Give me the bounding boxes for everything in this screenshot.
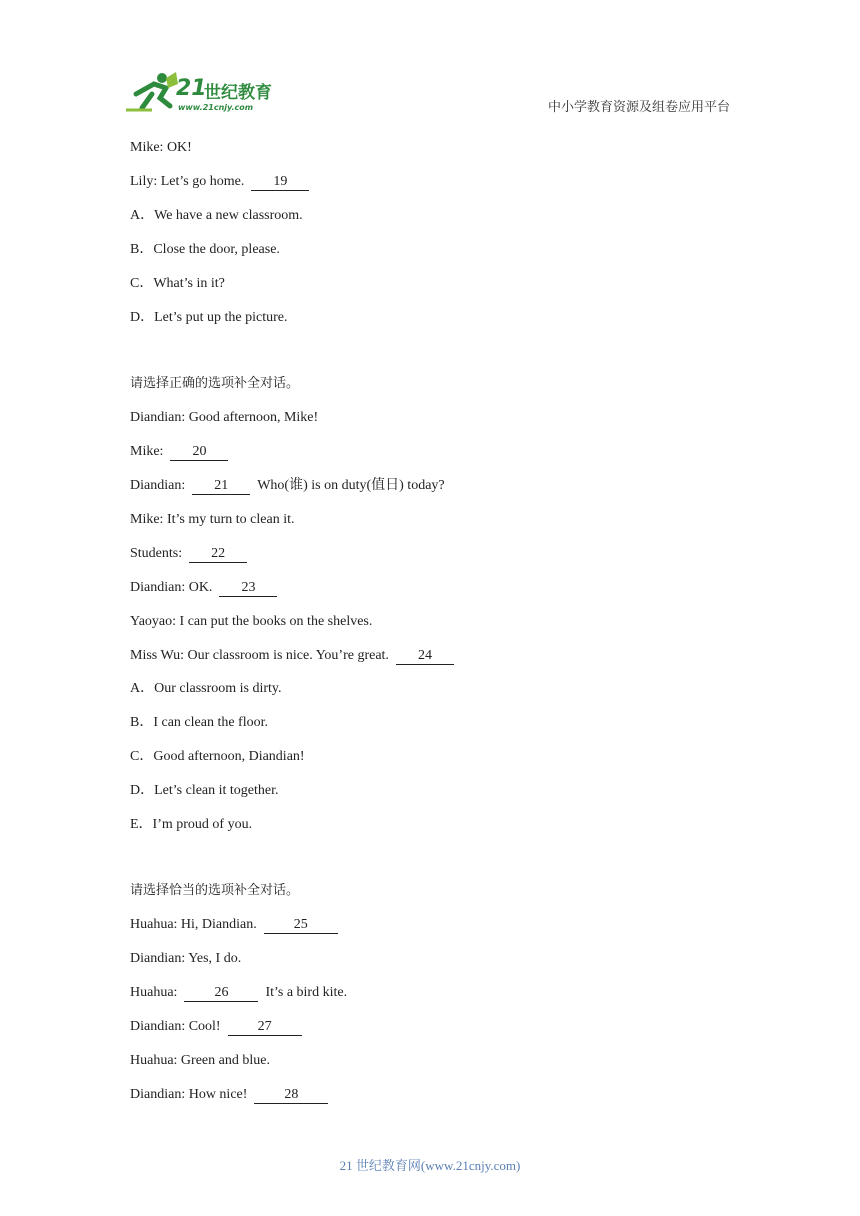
answer-blank: 19 [251, 174, 309, 191]
header-platform-text: 中小学教育资源及组卷应用平台 [547, 100, 730, 115]
dialogue-line: Diandian: Yes, I do. [130, 951, 242, 966]
answer-blank: 25 [264, 917, 338, 934]
dialogue-line: Huahua: Green and blue. [130, 1053, 270, 1068]
footer-link[interactable]: 21 世纪教育网(www.21cnjy.com) [339, 1158, 521, 1173]
dialogue-line: Diandian: How nice! 28 [130, 1086, 328, 1104]
option-item: C．What’s in it? [130, 276, 225, 291]
answer-blank: 20 [170, 444, 228, 461]
site-logo [122, 70, 292, 114]
dialogue-line: Diandian: Cool! 27 [130, 1018, 302, 1036]
option-item: D．Let’s clean it together. [130, 783, 279, 798]
option-item: A．Our classroom is dirty. [130, 681, 282, 696]
option-item: D．Let’s put up the picture. [130, 310, 288, 325]
answer-blank: 26 [184, 985, 258, 1002]
option-item: B．I can clean the floor. [130, 715, 269, 730]
answer-blank: 21 [192, 478, 250, 495]
logo-cn-text: 世纪教育 [204, 83, 272, 103]
dialogue-line: Mike: It’s my turn to clean it. [130, 512, 295, 527]
answer-blank: 22 [189, 546, 247, 563]
instruction-text: 请选择恰当的选项补全对话。 [130, 883, 300, 898]
dialogue-line: Diandian: Good afternoon, Mike! [130, 410, 319, 425]
dialogue-line: Huahua: 26 It’s a bird kite. [130, 985, 348, 1000]
instruction-text: 请选择正确的选项补全对话。 [130, 376, 300, 391]
answer-blank: 27 [228, 1019, 302, 1036]
option-item: E．I’m proud of you. [130, 817, 253, 832]
answer-blank: 28 [254, 1087, 328, 1104]
dialogue-line: Lily: Let’s go home. 19 [130, 173, 309, 191]
answer-blank: 23 [219, 580, 277, 597]
dialogue-line: Students: 22 [130, 545, 247, 563]
dialogue-line: Huahua: Hi, Diandian. 25 [130, 916, 338, 934]
answer-blank: 24 [396, 648, 454, 665]
option-item: C．Good afternoon, Diandian! [130, 749, 305, 764]
dialogue-line: Mike: OK! [130, 140, 192, 155]
logo-url: www.21cnjy.com [178, 103, 254, 112]
logo-number: 21 [176, 76, 207, 101]
option-item: B．Close the door, please. [130, 242, 280, 257]
dialogue-line: Diandian: OK. 23 [130, 579, 277, 597]
dialogue-line: Diandian: 21 Who(谁) is on duty(值日) today? [130, 478, 445, 493]
dialogue-line: Miss Wu: Our classroom is nice. You’re great. 24 [130, 647, 454, 665]
dialogue-line: Mike: 20 [130, 443, 228, 461]
option-item: A．We have a new classroom. [130, 208, 303, 223]
dialogue-line: Yaoyao: I can put the books on the shelves. [130, 614, 373, 629]
